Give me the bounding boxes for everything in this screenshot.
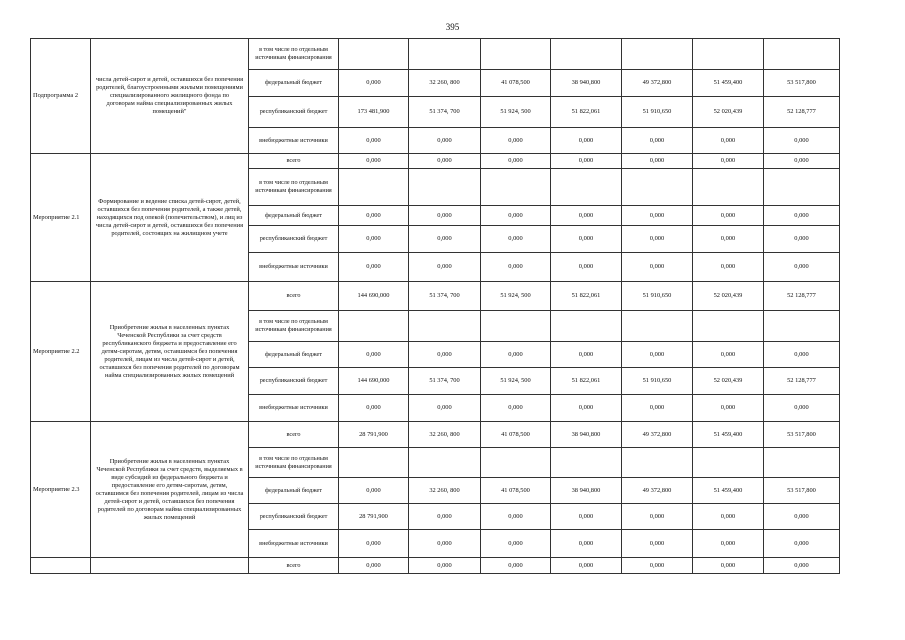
value-cell (339, 39, 409, 70)
funding-source: всего (249, 282, 339, 311)
block-description: Формирование и ведение списка детей-сирот, детей, оставшихся без попечения родителей, а также детей, находящихся под опекой (попечительством), и лиц из числа детей-сирот и детей, оставшихся без попечения родителей, состоящих на жилищном учете (91, 154, 249, 282)
value-cell: 0,000 (409, 395, 481, 422)
value-cell: 0,000 (551, 342, 622, 368)
value-cell: 51 924, 500 (481, 368, 551, 395)
value-cell: 52 128,777 (764, 97, 840, 128)
block-label (31, 558, 91, 574)
value-cell: 0,000 (551, 395, 622, 422)
value-cell: 0,000 (693, 226, 764, 253)
funding-source: федеральный бюджет (249, 206, 339, 226)
funding-source: федеральный бюджет (249, 478, 339, 504)
page-number: 395 (445, 22, 460, 32)
value-cell: 0,000 (481, 558, 551, 574)
value-cell: 0,000 (764, 253, 840, 282)
value-cell: 49 372,800 (622, 478, 693, 504)
value-cell: 0,000 (764, 395, 840, 422)
value-cell: 0,000 (481, 342, 551, 368)
value-cell (551, 448, 622, 478)
value-cell: 32 260, 800 (409, 422, 481, 448)
value-cell: 0,000 (764, 128, 840, 154)
funding-source: всего (249, 558, 339, 574)
table-row (31, 39, 840, 70)
value-cell: 0,000 (622, 530, 693, 558)
value-cell: 0,000 (409, 530, 481, 558)
value-cell: 0,000 (551, 504, 622, 530)
value-cell: 0,000 (622, 206, 693, 226)
value-cell: 0,000 (622, 558, 693, 574)
value-cell (622, 448, 693, 478)
value-cell: 51 822,061 (551, 282, 622, 311)
funding-source: внебюджетные источники (249, 530, 339, 558)
value-cell (409, 311, 481, 342)
funding-source: всего (249, 154, 339, 169)
value-cell: 0,000 (551, 128, 622, 154)
value-cell: 0,000 (693, 128, 764, 154)
value-cell: 38 940,800 (551, 70, 622, 97)
value-cell: 0,000 (409, 342, 481, 368)
value-cell (764, 311, 840, 342)
value-cell: 0,000 (339, 253, 409, 282)
budget-table (30, 38, 840, 574)
value-cell: 0,000 (481, 226, 551, 253)
value-cell: 51 822,061 (551, 97, 622, 128)
value-cell: 144 690,000 (339, 282, 409, 311)
value-cell: 0,000 (693, 342, 764, 368)
value-cell (481, 311, 551, 342)
value-cell: 0,000 (481, 395, 551, 422)
value-cell: 0,000 (409, 504, 481, 530)
value-cell: 0,000 (481, 530, 551, 558)
value-cell (764, 39, 840, 70)
value-cell (551, 39, 622, 70)
value-cell: 53 517,800 (764, 70, 840, 97)
block-label: Подпрограмма 2 (31, 39, 91, 154)
value-cell: 0,000 (622, 226, 693, 253)
value-cell: 0,000 (693, 395, 764, 422)
value-cell (551, 311, 622, 342)
value-cell: 51 459,400 (693, 478, 764, 504)
block-label: Мероприятие 2.2 (31, 282, 91, 422)
value-cell: 41 078,500 (481, 422, 551, 448)
table-row (31, 422, 840, 448)
block-description: Приобретение жилья в населенных пунктах Чеченской Республики за счет средств республиканского бюджета и предоставление его детям-сиротам, детям, оставшимся без попечения родителей, лицам из числа детей-сирот и детей, оставшихся без попечения родителей по договорам найма специализированных жилых помещений (91, 282, 249, 422)
value-cell: 0,000 (693, 530, 764, 558)
value-cell: 0,000 (622, 395, 693, 422)
value-cell (339, 448, 409, 478)
value-cell: 32 260, 800 (409, 70, 481, 97)
value-cell: 0,000 (693, 206, 764, 226)
value-cell: 0,000 (339, 530, 409, 558)
value-cell: 0,000 (551, 530, 622, 558)
funding-source: федеральный бюджет (249, 342, 339, 368)
table-row (31, 282, 840, 311)
value-cell: 0,000 (481, 128, 551, 154)
value-cell: 51 459,400 (693, 70, 764, 97)
value-cell: 49 372,800 (622, 70, 693, 97)
value-cell: 52 020,439 (693, 97, 764, 128)
value-cell: 0,000 (693, 253, 764, 282)
value-cell: 0,000 (339, 342, 409, 368)
value-cell: 0,000 (551, 206, 622, 226)
value-cell: 51 374, 700 (409, 368, 481, 395)
value-cell: 0,000 (409, 206, 481, 226)
block-label: Мероприятие 2.1 (31, 154, 91, 282)
funding-source: внебюджетные источники (249, 253, 339, 282)
value-cell: 51 374, 700 (409, 282, 481, 311)
value-cell: 0,000 (409, 253, 481, 282)
funding-source: федеральный бюджет (249, 70, 339, 97)
value-cell: 52 128,777 (764, 282, 840, 311)
value-cell: 0,000 (764, 154, 840, 169)
value-cell: 0,000 (764, 206, 840, 226)
value-cell (693, 448, 764, 478)
value-cell (409, 448, 481, 478)
value-cell: 0,000 (622, 504, 693, 530)
value-cell: 28 791,900 (339, 422, 409, 448)
value-cell (339, 169, 409, 206)
value-cell (622, 311, 693, 342)
value-cell: 51 924, 500 (481, 282, 551, 311)
value-cell: 0,000 (339, 226, 409, 253)
value-cell: 0,000 (764, 342, 840, 368)
value-cell: 0,000 (481, 253, 551, 282)
value-cell: 38 940,800 (551, 478, 622, 504)
funding-source: в том числе по отдельным источникам финансирования (249, 311, 339, 342)
value-cell: 53 517,800 (764, 422, 840, 448)
value-cell (693, 39, 764, 70)
value-cell: 32 260, 800 (409, 478, 481, 504)
value-cell: 0,000 (409, 154, 481, 169)
value-cell: 51 924, 500 (481, 97, 551, 128)
value-cell: 0,000 (551, 226, 622, 253)
value-cell: 0,000 (764, 226, 840, 253)
value-cell: 51 459,400 (693, 422, 764, 448)
value-cell: 41 078,500 (481, 478, 551, 504)
value-cell: 52 020,439 (693, 368, 764, 395)
value-cell (693, 169, 764, 206)
value-cell: 144 690,000 (339, 368, 409, 395)
value-cell (481, 169, 551, 206)
value-cell (551, 169, 622, 206)
value-cell (409, 169, 481, 206)
value-cell: 53 517,800 (764, 478, 840, 504)
value-cell: 41 078,500 (481, 70, 551, 97)
value-cell: 0,000 (551, 253, 622, 282)
value-cell: 0,000 (339, 70, 409, 97)
value-cell: 0,000 (622, 128, 693, 154)
funding-source: внебюджетные источники (249, 128, 339, 154)
value-cell: 52 020,439 (693, 282, 764, 311)
value-cell: 52 128,777 (764, 368, 840, 395)
value-cell: 0,000 (339, 154, 409, 169)
value-cell: 0,000 (339, 558, 409, 574)
value-cell: 28 791,900 (339, 504, 409, 530)
value-cell: 0,000 (622, 342, 693, 368)
value-cell: 0,000 (622, 154, 693, 169)
funding-source: в том числе по отдельным источникам финансирования (249, 169, 339, 206)
value-cell: 51 910,650 (622, 97, 693, 128)
value-cell: 0,000 (339, 395, 409, 422)
block-description: числа детей-сирот и детей, оставшихся без попечения родителей, благоустроенными жилыми помещениями специализированного жилищного фонда по договорам найма специализированных жилых помещений" (91, 39, 249, 154)
value-cell: 0,000 (551, 154, 622, 169)
funding-source: внебюджетные источники (249, 395, 339, 422)
value-cell (481, 39, 551, 70)
value-cell: 0,000 (481, 206, 551, 226)
value-cell (764, 169, 840, 206)
block-description (91, 558, 249, 574)
funding-source: всего (249, 422, 339, 448)
value-cell (339, 311, 409, 342)
value-cell: 0,000 (481, 154, 551, 169)
block-description: Приобретение жилья в населенных пунктах Чеченской Республики за счет средств, выделяемых в виде субсидий из федерального бюджета и предоставление его детям-сиротам, детям, оставшимся без попечения родителей, лицам из числа детей-сирот и детей, оставшихся без попечения родителей по договорам найма специализированных жилых помещений (91, 422, 249, 558)
value-cell: 51 910,650 (622, 368, 693, 395)
value-cell: 0,000 (693, 504, 764, 530)
funding-source: в том числе по отдельным источникам финансирования (249, 39, 339, 70)
value-cell: 0,000 (409, 558, 481, 574)
value-cell: 0,000 (622, 253, 693, 282)
value-cell (693, 311, 764, 342)
funding-source: республиканский бюджет (249, 368, 339, 395)
value-cell (409, 39, 481, 70)
value-cell: 0,000 (764, 558, 840, 574)
value-cell: 0,000 (481, 504, 551, 530)
value-cell: 0,000 (764, 504, 840, 530)
value-cell: 38 940,800 (551, 422, 622, 448)
value-cell: 51 374, 700 (409, 97, 481, 128)
value-cell: 51 822,061 (551, 368, 622, 395)
funding-source: республиканский бюджет (249, 504, 339, 530)
funding-source: республиканский бюджет (249, 97, 339, 128)
value-cell: 49 372,800 (622, 422, 693, 448)
value-cell: 0,000 (339, 478, 409, 504)
value-cell: 173 481,900 (339, 97, 409, 128)
value-cell: 0,000 (339, 206, 409, 226)
value-cell: 0,000 (693, 154, 764, 169)
value-cell: 0,000 (339, 128, 409, 154)
funding-source: республиканский бюджет (249, 226, 339, 253)
value-cell: 0,000 (409, 128, 481, 154)
value-cell (764, 448, 840, 478)
value-cell: 0,000 (693, 558, 764, 574)
value-cell (622, 169, 693, 206)
value-cell (622, 39, 693, 70)
value-cell: 51 910,650 (622, 282, 693, 311)
table-row (31, 558, 840, 574)
table-row (31, 154, 840, 169)
value-cell: 0,000 (764, 530, 840, 558)
value-cell: 0,000 (551, 558, 622, 574)
block-label: Мероприятие 2.3 (31, 422, 91, 558)
value-cell (481, 448, 551, 478)
funding-source: в том числе по отдельным источникам финансирования (249, 448, 339, 478)
value-cell: 0,000 (409, 226, 481, 253)
